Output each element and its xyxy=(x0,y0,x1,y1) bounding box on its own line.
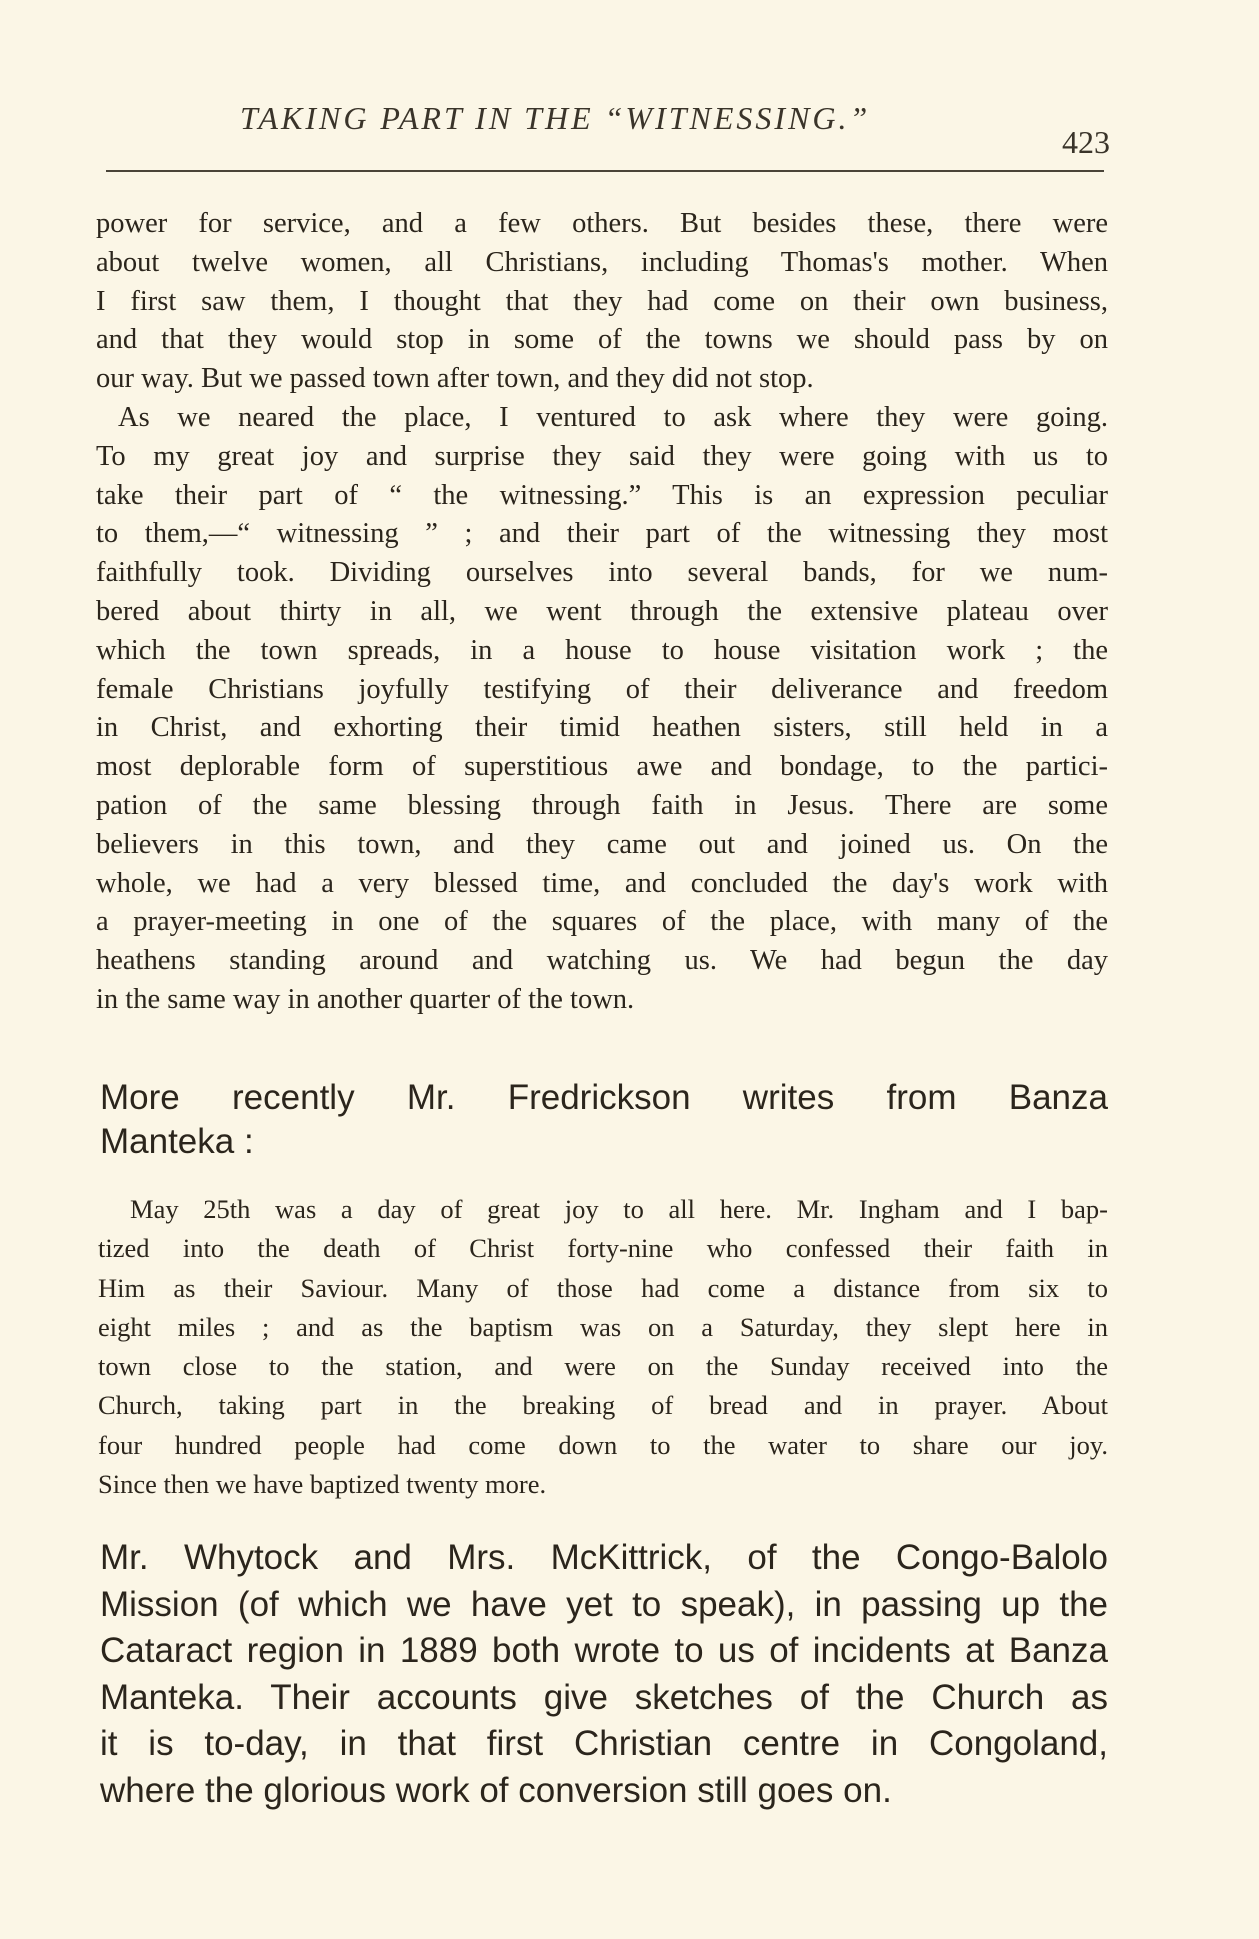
text-line: power for service, and a few others. But besides these, there were xyxy=(96,208,1108,239)
text-line: To my great joy and surprise they said they were going with us to xyxy=(96,440,1108,472)
text-line: believers in this town, and they came out and joined us. On the xyxy=(96,828,1108,860)
text-line: Him as their Saviour. Many of those had come a distance from six to xyxy=(98,1272,1108,1303)
text-line: whole, we had a very blessed time, and concluded the day's work with xyxy=(96,867,1108,899)
text-line: Mission (of which we have yet to speak), in passing up the xyxy=(100,1584,1108,1624)
text-line: Manteka. Their accounts give sketches of the Church as xyxy=(100,1677,1108,1717)
text-line: May 25th was a day of great joy to all here. Mr. Ingham and I bap- xyxy=(130,1194,1108,1224)
text-line: faithfully took. Dividing ourselves into several bands, for we num- xyxy=(96,557,1108,589)
text-line: female Christians joyfully testifying of their deliverance and freedom xyxy=(96,673,1108,705)
text-line: More recently Mr. Fredrickson writes from Banza xyxy=(100,1078,1108,1117)
text-line: I first saw them, I thought that they had come on their own business, xyxy=(96,285,1108,317)
text-line: tized into the death of Christ forty-nine who confessed their faith in xyxy=(98,1233,1108,1264)
text-line: heathens standing around and watching us. We had begun the day xyxy=(96,945,1108,977)
text-line: pation of the same blessing through faith in Jesus. There are some xyxy=(96,789,1108,821)
text-line: Cataract region in 1889 both wrote to us of incidents at Banza xyxy=(100,1631,1108,1671)
paragraph-letter-excerpt xyxy=(96,205,1108,1020)
text-line: town close to the station, and were on the Sunday received into the xyxy=(98,1351,1108,1382)
section-intro xyxy=(100,1076,1108,1164)
text-line: it is to-day, in that first Christian centre in Congoland, xyxy=(100,1724,1108,1764)
text-line: which the town spreads, in a house to house visitation work ; the xyxy=(96,634,1108,666)
text-line: bered about thirty in all, we went through the extensive plateau over xyxy=(96,595,1108,627)
text-line: a prayer-meeting in one of the squares of the place, with many of the xyxy=(96,906,1108,938)
text-line: and that they would stop in some of the towns we should pass by on xyxy=(96,324,1108,356)
text-line: where the glorious work of conversion still goes on. xyxy=(100,1770,892,1810)
text-line: Mr. Whytock and Mrs. McKittrick, of the Congo-Balolo xyxy=(100,1538,1108,1577)
text-line: four hundred people had come down to the water to share our joy. xyxy=(98,1429,1108,1460)
text-line: our way. But we passed town after town, and they did not stop. xyxy=(96,363,814,395)
text-line: most deplorable form of superstitious awe and bondage, to the partici- xyxy=(96,751,1108,783)
page-number: 423 xyxy=(1062,124,1110,160)
text-line: Church, taking part in the breaking of bread and in prayer. About xyxy=(98,1390,1108,1421)
paragraph-fredrickson-letter xyxy=(98,1190,1108,1504)
text-line: Manteka : xyxy=(100,1122,254,1161)
text-line: in Christ, and exhorting their timid heathen sisters, still held in a xyxy=(96,712,1108,744)
text-line: about twelve women, all Christians, including Thomas's mother. When xyxy=(96,246,1108,278)
text-line: take their part of “ the witnessing.” This is an expression peculiar xyxy=(96,479,1108,511)
text-line: eight miles ; and as the baptism was on a Saturday, they slept here in xyxy=(98,1311,1108,1342)
header-rule xyxy=(106,170,1104,172)
running-title: TAKING PART IN THE “WITNESSING.” xyxy=(240,100,871,136)
text-line: Since then we have baptized twenty more. xyxy=(98,1469,547,1500)
text-line: As we neared the place, I ventured to ask where they were going. xyxy=(118,401,1108,433)
text-line: in the same way in another quarter of the town. xyxy=(96,983,635,1015)
paragraph-closing xyxy=(100,1535,1108,1815)
text-line: to them,—“ witnessing ” ; and their part of the witnessing they most xyxy=(96,518,1108,550)
